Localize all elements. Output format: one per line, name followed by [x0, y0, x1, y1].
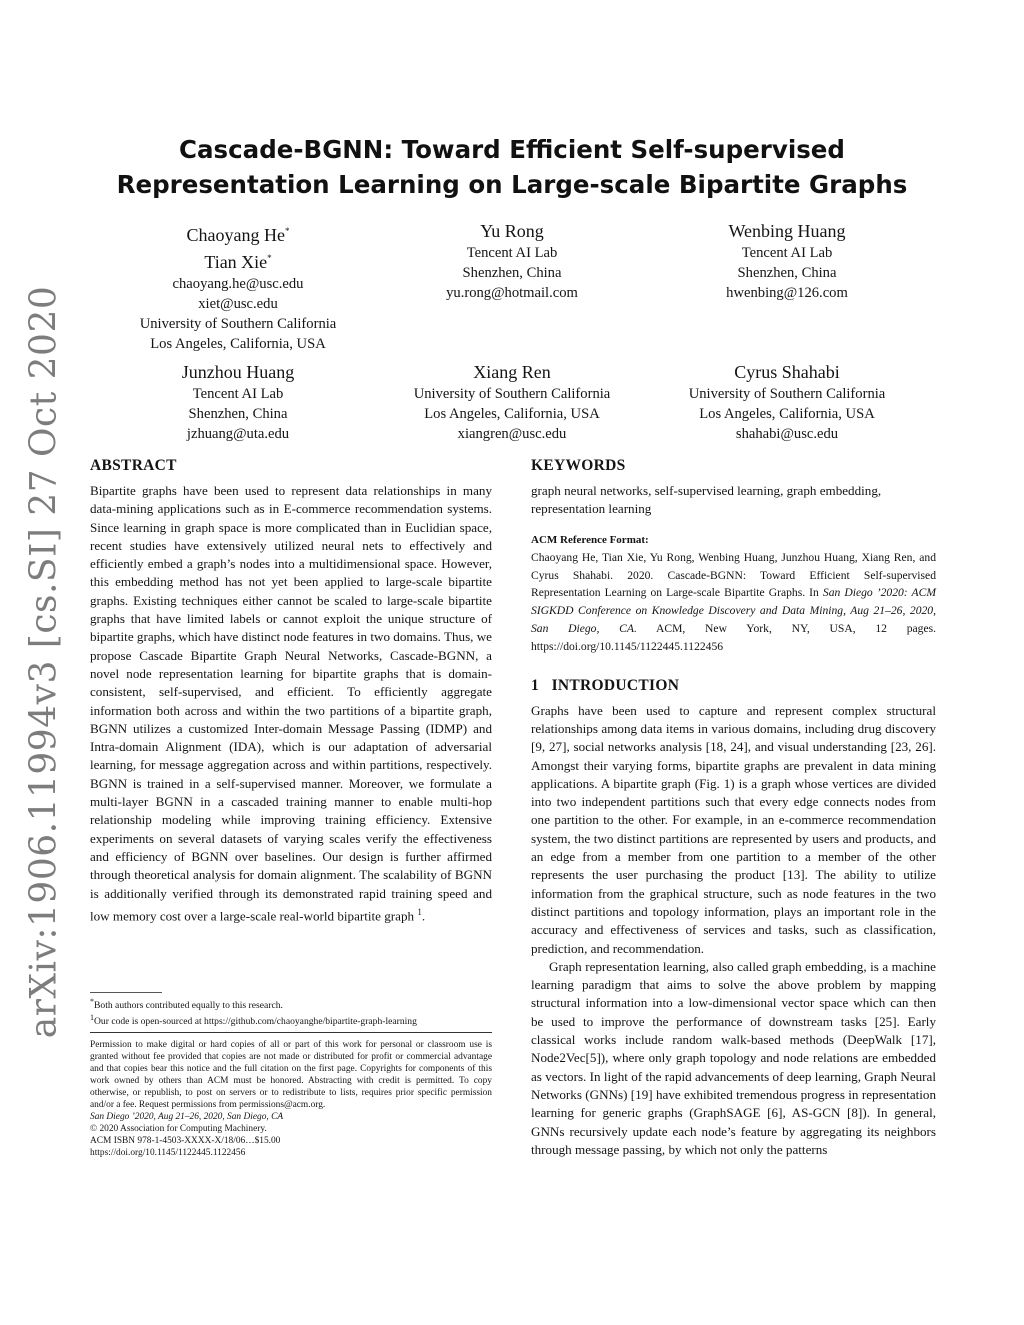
- author-location: Los Angeles, California, USA: [424, 406, 600, 422]
- author-location: Shenzhen, China: [188, 406, 288, 422]
- footnote-marker: 1: [417, 906, 422, 917]
- permission-isbn: ACM ISBN 978-1-4503-XXXX-X/18/06…$15.00: [90, 1136, 281, 1146]
- author-block-2: [372, 220, 652, 303]
- author-block-1: [90, 220, 386, 354]
- author-location: Los Angeles, California, USA: [150, 336, 326, 352]
- footnote-1: *Both authors contributed equally to this research.: [90, 997, 283, 1012]
- author-name: Cyrus Shahabi: [734, 362, 840, 382]
- author-name: Chaoyang He*: [186, 225, 290, 245]
- author-email: yu.rong@hotmail.com: [446, 285, 578, 301]
- title-line-2: Representation Learning on Large-scale Bipartite Graphs: [116, 170, 908, 199]
- footnote-divider: [90, 992, 162, 993]
- author-block-4: [90, 361, 386, 444]
- author-email: xiangren@usc.edu: [457, 426, 567, 442]
- author-affiliation: Tencent AI Lab: [192, 386, 284, 402]
- author-name: Wenbing Huang: [728, 221, 846, 241]
- permission-copyright: © 2020 Association for Computing Machinery.: [90, 1124, 267, 1134]
- introduction-heading: 1 INTRODUCTION: [531, 676, 680, 694]
- acm-reference-heading: ACM Reference Format:: [531, 533, 649, 546]
- permission-divider: [90, 1032, 492, 1033]
- author-location: Shenzhen, China: [737, 265, 837, 281]
- keywords-heading: KEYWORDS: [531, 457, 626, 474]
- permission-block: [90, 1032, 492, 1159]
- arxiv-identifier: arXiv:1906.11994v3 [cs.SI] 27 Oct 2020: [23, 285, 65, 1039]
- acm-reference-text: Chaoyang He, Tian Xie, Yu Rong, Wenbing Huang, Junzhou Huang, Xiang Ren, and Cyrus Shahabi. 2020. Cascade-BGNN: Toward Efficient Self-supervised Representation Learning on Large-scale Bipartite Graphs. In San Diego ’2020: ACM SIGKDD Conference on Knowledge Discovery and Data Mining, Aug 21–26, 2020, San Diego, CA. ACM, New York, NY, USA, 12 pages. https://doi.org/10.1145/1122445.1122456: [531, 550, 936, 653]
- author-affiliation: University of Southern California: [139, 316, 337, 332]
- permission-doi: https://doi.org/10.1145/1122445.1122456: [90, 1148, 246, 1158]
- author-affiliation: Tencent AI Lab: [466, 245, 558, 261]
- title-line-1: Cascade-BGNN: Toward Efficient Self-supervised: [179, 135, 845, 164]
- paper-title: [90, 132, 934, 202]
- introduction-paragraph-1: Graphs have been used to capture and represent complex structural relationships among data items in various domains, including drug discovery [9, 27], social networks analysis [18, 24], and visual understanding [23, 26]. Amongst their varying forms, bipartite graphs are prevalent in data mining applications. A bipartite graph (Fig. 1) is a graph whose vertices are divided into two independent partitions such that every edge connects nodes from one partition to the other. For example, in an e-commerce recommendation system, the two distinct partitions are represented by users and products, and an edge from a member from one partition to a member of the other represents the user purchasing the product [13]. The ability to utilize information from the graphical structure, such as node features in the two distinct partitions and topology information, plays an important role in the accuracy and effectiveness of services and tasks, such as classification, prediction, and recommendation.: [531, 702, 936, 956]
- permission-text: Permission to make digital or hard copies of all or part of this work for personal or classroom use is granted without fee provided that copies are not made or distributed for profit or commercial advantage and that copies bear this notice and the full citation on the first page. Copyrights for components of this work owned by others than ACM must be honored. Abstracting with credit is permitted. To copy otherwise, or republish, to post on servers or to redistribute to lists, requires prior specific permission and/or a fee. Request permissions from permissions@acm.org.: [90, 1040, 492, 1110]
- abstract-section: [90, 456, 492, 925]
- author-name: Yu Rong: [480, 221, 544, 241]
- footnotes: [90, 992, 492, 1028]
- abstract-heading: ABSTRACT: [90, 457, 177, 474]
- author-name: Xiang Ren: [473, 362, 551, 382]
- permission-venue: San Diego ’2020, Aug 21–26, 2020, San Diego, CA: [90, 1112, 284, 1122]
- author-block-6: [640, 361, 934, 444]
- right-column: [531, 456, 936, 1159]
- author-name: Junzhou Huang: [181, 362, 295, 382]
- introduction-paragraph-2: Graph representation learning, also called graph embedding, is a machine learning paradigm that aims to solve the above problem by mapping structural information into a low-dimensional vector space which can then be used to improve the performance of downstream tasks [25]. Early classical works include random walk-based methods (DeepWalk [17], Node2Vec[5]), where only graph topology and node relations are embedded as vectors. In light of the rapid advancements of deep learning, Graph Neural Networks (GNNs) [19] have exhibited tremendous progress in representation learning for generic graphs (GraphSAGE [6], AS-GCN [8]). In general, GNNs recursively update each node’s feature by aggregating its neighbors through message passing, by which not only the patterns: [531, 958, 936, 1157]
- author-email: jzhuang@uta.edu: [186, 426, 290, 442]
- author-email: chaoyang.he@usc.edu: [172, 276, 304, 292]
- author-affiliation: Tencent AI Lab: [741, 245, 833, 261]
- author-block-3: [640, 220, 934, 303]
- keywords-text: graph neural networks, self-supervised learning, graph embedding, representation learning: [531, 483, 882, 517]
- author-block-5: [372, 361, 652, 444]
- author-location: Shenzhen, China: [462, 265, 562, 281]
- footnote-2: $^1$Our code is open-sourced at https://github.com/chaoyanghe/bipartite-graph-learning: [90, 1013, 417, 1028]
- author-email: shahabi@usc.edu: [735, 426, 839, 442]
- author-affiliation: University of Southern California: [413, 386, 611, 402]
- author-email: xiet@usc.edu: [198, 296, 278, 312]
- abstract-text: Bipartite graphs have been used to represent data relationships in many data-mining applications such as in E-commerce recommendation systems. Since learning in graph space is more complicated than in Euclidian space, recent studies have extensively utilized neural nets to effectively and efficiently embed a graph’s nodes into a multidimensional space. However, this embedding method has not yet been applied to large-scale bipartite graphs. Existing techniques either cannot be scaled to large-scale bipartite graphs that have limited labels or cannot exploit the unique structure of bipartite graphs, which have distinct node features in two domains. Thus, we propose Cascade Bipartite Graph Neural Networks, Cascade-BGNN, a novel node representation learning for bipartite graphs that is domain-consistent, self-supervised, and efficient. To efficiently aggregate information both across and within the two partitions of a bipartite graph, BGNN utilizes a customized Inter-domain Message Passing (IDMP) and Intra-domain Alignment (IDA), which is our adaptation of adversarial learning, for message aggregation across and within partitions, respectively. BGNN is trained in a self-supervised manner. Moreover, we formulate a multi-layer BGNN in a cascaded training manner to enable multi-hop relationship modeling while improving training efficiency. Extensive experiments on several datasets of varying scales verify the effectiveness and efficiency of BGNN over baselines. Our design is further affirmed through theoretical analysis for domain alignment. The scalability of BGNN is additionally verified through its demonstrated rapid training speed and low memory cost over a large-scale real-world bipartite graph $^1$.: [90, 483, 492, 924]
- author-affiliation: University of Southern California: [688, 386, 886, 402]
- author-location: Los Angeles, California, USA: [699, 406, 875, 422]
- author-name: Tian Xie*: [204, 252, 272, 272]
- author-email: hwenbing@126.com: [726, 285, 848, 301]
